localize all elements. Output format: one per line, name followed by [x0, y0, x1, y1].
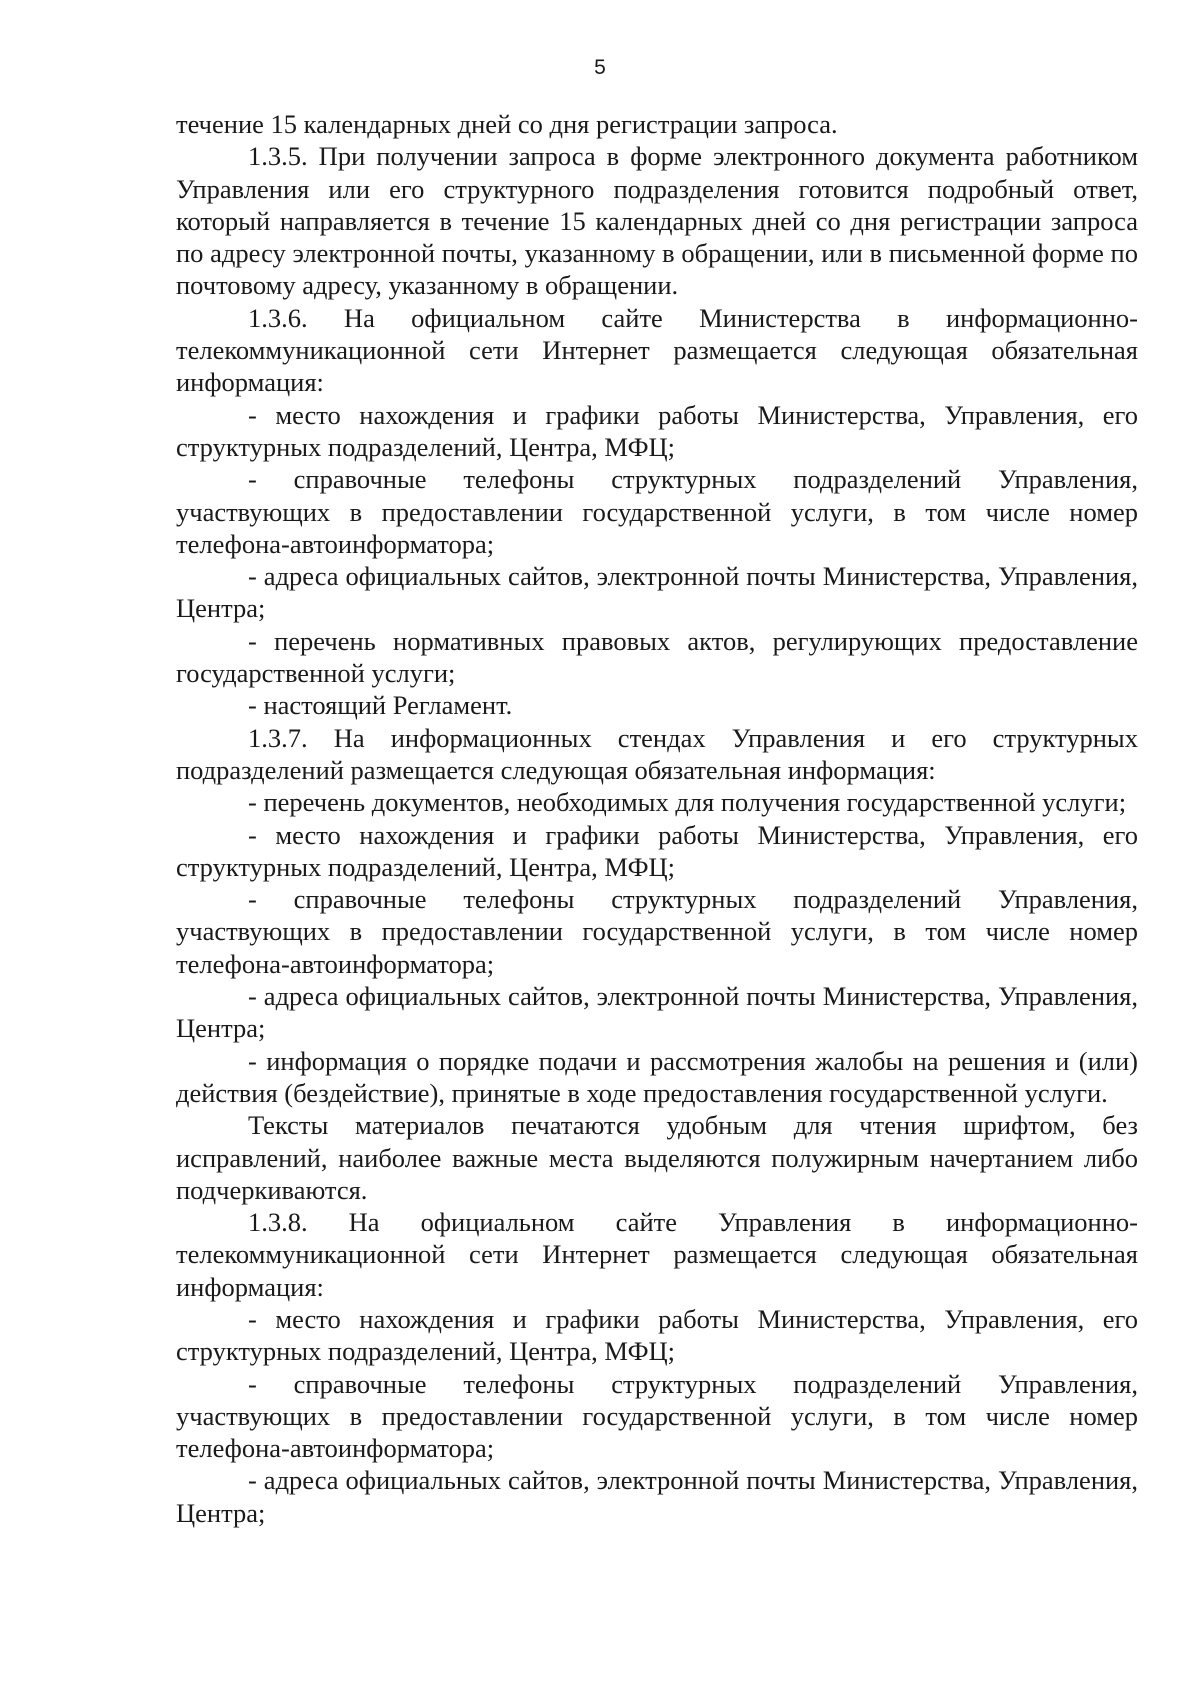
paragraph: - адреса официальных сайтов, электронной почты Министерства, Управления, Центра;	[176, 561, 1138, 624]
paragraph: течение 15 календарных дней со дня регистрации запроса.	[176, 109, 838, 139]
paragraph: 1.3.7. На информационных стендах Управления и его структурных подразделений размещается следующая обязательная информация:	[176, 722, 1138, 785]
paragraph: Тексты материалов печатаются удобным для чтения шрифтом, без исправлений, наиболее важные места выделяются полужирным начертанием либо подчеркиваются.	[176, 1110, 1138, 1205]
paragraph: - справочные телефоны структурных подразделений Управления, участвующих в предоставлении государственной услуги, в том числе номер телефона-автоинформатора;	[176, 464, 1138, 559]
paragraph: - информация о порядке подачи и рассмотрения жалобы на решения и (или) действия (бездействие), принятые в ходе предоставления государственной услуги.	[176, 1045, 1138, 1108]
paragraph: 1.3.8. На официальном сайте Управления в информационно-телекоммуникационной сети Интернет размещается следующая обязательная информация:	[176, 1207, 1138, 1302]
paragraph: - место нахождения и графики работы Министерства, Управления, его структурных подразделений, Центра, МФЦ;	[176, 1303, 1138, 1367]
paragraph: 1.3.5. При получении запроса в форме электронного документа работником Управления или его структурного подразделения готовится подробный ответ, который направляется в течение 15 календарных дней со дня регистрации запроса по адресу электронной почты, указанному в обращении, или в письменной форме по почтовому адресу, указанному в обращении.	[176, 141, 1138, 301]
paragraph: - справочные телефоны структурных подразделений Управления, участвующих в предоставлении государственной услуги, в том числе номер телефона-автоинформатора;	[176, 1368, 1138, 1464]
document-body	[176, 108, 1138, 1529]
paragraph: - место нахождения и графики работы Министерства, Управления, его структурных подразделений, Центра, МФЦ;	[176, 399, 1138, 462]
paragraph: - перечень документов, необходимых для получения государственной услуги;	[248, 787, 1127, 818]
page-number: 5	[594, 56, 606, 79]
paragraph: - перечень нормативных правовых актов, регулирующих предоставление государственной услуги;	[176, 625, 1138, 689]
paragraph: - справочные телефоны структурных подразделений Управления, участвующих в предоставлении государственной услуги, в том числе номер телефона-автоинформатора;	[176, 884, 1138, 979]
paragraph: - адреса официальных сайтов, электронной почты Министерства, Управления, Центра;	[176, 981, 1138, 1044]
paragraph: - настоящий Регламент.	[248, 690, 513, 721]
paragraph: - место нахождения и графики работы Министерства, Управления, его структурных подразделений, Центра, МФЦ;	[176, 819, 1138, 882]
paragraph: 1.3.6. На официальном сайте Министерства в информационно-телекоммуникационной сети Интернет размещается следующая обязательная информация:	[176, 302, 1138, 398]
paragraph: - адреса официальных сайтов, электронной почты Министерства, Управления, Центра;	[176, 1465, 1138, 1528]
